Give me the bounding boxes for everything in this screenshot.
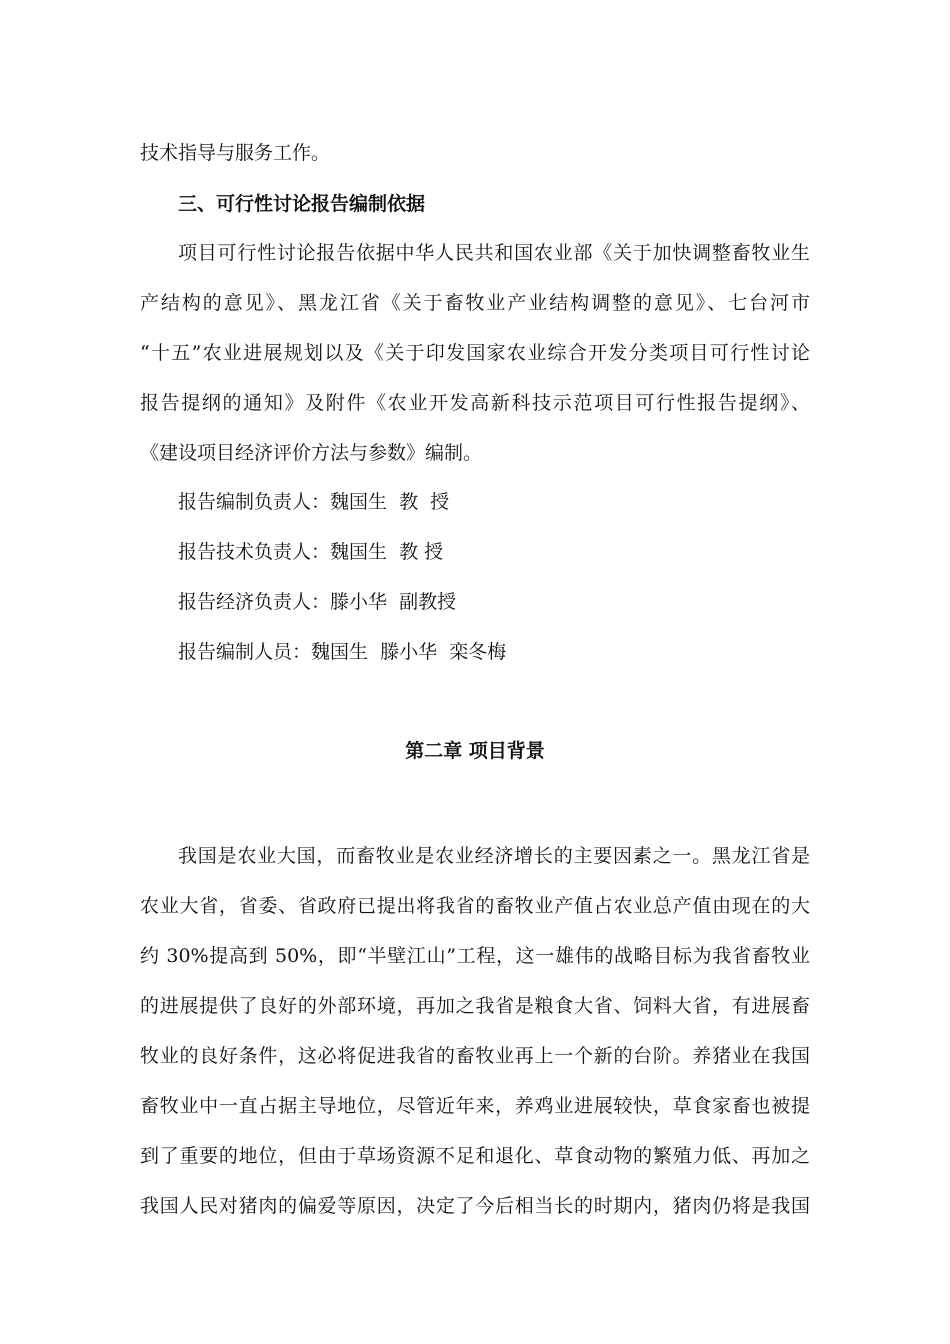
paragraph-line: 项目可行性讨论报告依据中华人民共和国农业部《关于加快调整畜牧业生 [178, 242, 810, 264]
staff-item: 报告技术负责人：魏国生 教 授 [178, 541, 444, 563]
paragraph-line: 的进展提供了良好的外部环境，再加之我省是粮食大省、饲料大省，有进展畜 [140, 995, 810, 1017]
paragraph-line: 农业大省，省委、省政府已提出将我省的畜牧业产值占农业总产值由现在的大 [140, 895, 810, 917]
paragraph-line: 产结构的意见》、黑龙江省《关于畜牧业产业结构调整的意见》、七台河市 [140, 292, 810, 314]
paragraph-line: 《建设项目经济评价方法与参数》编制。 [140, 442, 483, 464]
paragraph-line: “十五”农业进展规划以及《关于印发国家农业综合开发分类项目可行性讨论 [140, 342, 810, 364]
paragraph-line: 到了重要的地位，但由于草场资源不足和退化、草食动物的繁殖力低、再加之 [140, 1145, 810, 1167]
paragraph-line: 牧业的良好条件，这必将促进我省的畜牧业再上一个新的台阶。养猪业在我国 [140, 1045, 810, 1067]
staff-item: 报告编制人员：魏国生 滕小华 栾冬梅 [178, 641, 507, 663]
staff-item: 报告编制负责人：魏国生 教 授 [178, 491, 450, 513]
paragraph-line: 畜牧业中一直占据主导地位，尽管近年来，养鸡业进展较快，草食家畜也被提 [140, 1095, 810, 1117]
paragraph-line: 报告提纲的通知》及附件《农业开发高新科技示范项目可行性报告提纲》、 [140, 392, 810, 414]
chapter-title: 第二章 项目背景 [405, 740, 545, 762]
section-continuation-text: 技术指导与服务工作。 [140, 142, 331, 164]
paragraph-line: 我国是农业大国，而畜牧业是农业经济增长的主要因素之一。黑龙江省是 [178, 845, 810, 867]
section-heading: 三、可行性讨论报告编制依据 [178, 193, 426, 215]
paragraph-line: 约 30%提高到 50%，即“半壁江山”工程，这一雄伟的战略目标为我省畜牧业 [140, 945, 810, 967]
paragraph-line: 我国人民对猪肉的偏爱等原因，决定了今后相当长的时期内，猪肉仍将是我国 [140, 1195, 810, 1217]
staff-item: 报告经济负责人：滕小华 副教授 [178, 591, 457, 613]
